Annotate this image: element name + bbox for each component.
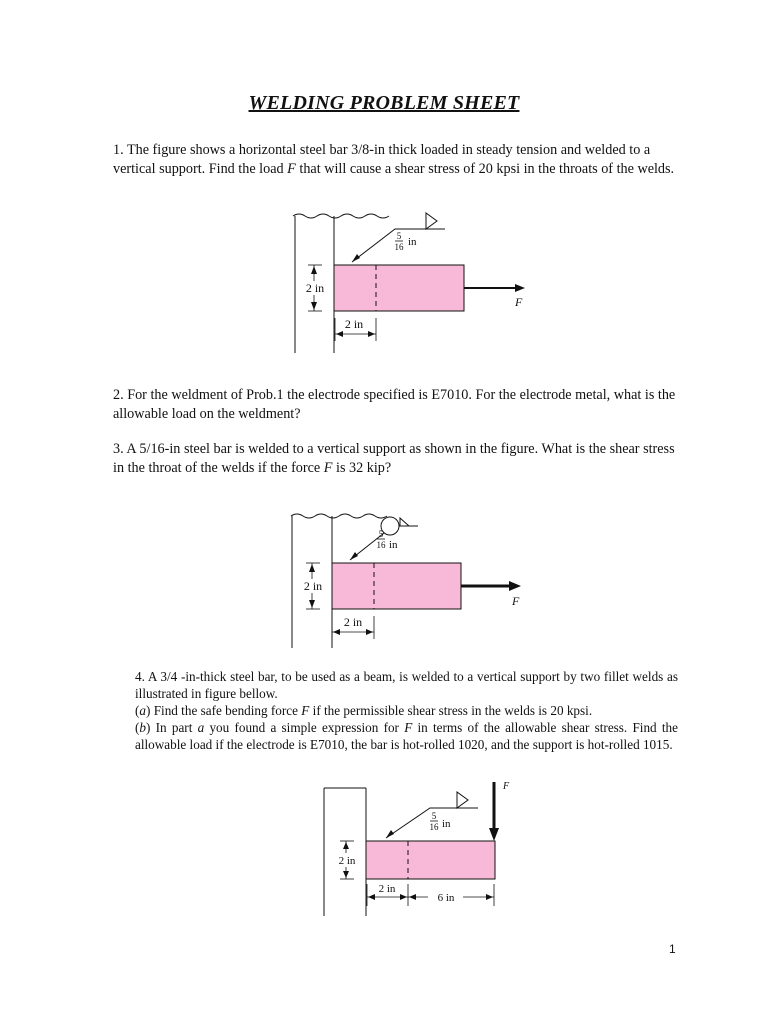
height-arrow-down — [309, 600, 315, 608]
weld-all-around-circle — [381, 517, 399, 535]
arm-arrow-right — [486, 894, 493, 900]
problem-4-part-b: (b) In part a you found a simple expression for F in terms of the allowable shear stress. Find the allowable load if the electrode is E7010, the bar is hot-rolled 1020, and the support is hot-rolled 1015. — [135, 720, 678, 752]
height-arrow-up — [343, 842, 349, 849]
length-arrow-left — [333, 629, 340, 635]
weld-symbol-triangle — [426, 213, 437, 229]
part-a-force-symbol: F — [301, 703, 310, 718]
arm-arrow-left — [409, 894, 416, 900]
height-arrow-down — [343, 871, 349, 878]
problem-1-figure — [285, 208, 535, 358]
part-b-text-1: In part — [150, 720, 198, 735]
weld-size-denominator: 16 — [376, 540, 386, 550]
height-dim-label: 2 in — [305, 281, 325, 295]
problem-4-body: A 3/4 -in-thick steel bar, to be used as a beam, is welded to a vertical support by two fillet welds as illustrated in figure bellow. — [135, 669, 679, 701]
problem-4-figure — [318, 778, 528, 923]
height-arrow-up — [309, 564, 315, 572]
length-arrow-left — [368, 894, 375, 900]
height-arrow-up — [311, 266, 317, 274]
problem-3-number: 3. — [113, 441, 124, 457]
force-arrowhead — [515, 284, 525, 292]
force-label: F — [512, 594, 520, 608]
part-a-text-2: if the permissible shear stress in the welds is 20 kpsi. — [309, 703, 593, 718]
part-b-part-ref: a — [197, 720, 205, 735]
problem-3-text-a: A 5/16-in steel bar is welded to a vertical support as shown in the figure. What is the shear stress in the throat of the welds if the force — [113, 441, 675, 476]
force-label: F — [515, 295, 523, 309]
problem-1-number: 1. — [113, 142, 124, 158]
problem-1-text-a: The figure shows a horizontal steel bar 3/8-in thick loaded in steady tension and welded to a vertical support. Find the load — [113, 142, 651, 177]
page-number: 1 — [669, 942, 676, 956]
problem-4-number: 4. — [135, 669, 145, 684]
length-dim-label: 2 in — [378, 883, 396, 895]
steel-bar — [334, 265, 464, 311]
weld-symbol-triangle — [457, 792, 468, 808]
problem-3-text-b: is 32 kip? — [332, 460, 392, 476]
length-arrow-right — [400, 894, 407, 900]
force-arrowhead — [489, 828, 499, 841]
problem-2-number: 2. — [113, 387, 124, 403]
problem-4-intro — [135, 668, 678, 702]
problem-3-figure — [283, 506, 533, 656]
problem-3-text — [113, 440, 678, 478]
weld-symbol-triangle — [400, 518, 409, 526]
weld-size-denominator: 16 — [394, 242, 404, 252]
part-b-text-3: in terms of the allowable shear stress. Find the allowable load if the electrode is E7010, the bar is hot-rolled 1020, and the support is hot-rolled 1015. — [135, 720, 678, 752]
weld-size-unit: in — [408, 236, 417, 248]
weld-arrowhead — [352, 254, 360, 262]
problem-4-part-a: (a) Find the safe bending force F if the permissible shear stress in the welds is 20 kpsi. — [135, 703, 593, 718]
part-b-label: b — [139, 720, 146, 735]
steel-bar — [332, 563, 461, 609]
problem-1-text-b: that will cause a shear stress of 20 kpsi in the throats of the welds. — [295, 161, 675, 177]
force-arrowhead — [509, 581, 521, 591]
steel-bar — [366, 841, 495, 879]
arm-dim-label: 6 in — [437, 892, 455, 904]
weld-size-numerator: 5 — [396, 231, 402, 241]
problem-2-body: For the weldment of Prob.1 the electrode specified is E7010. For the electrode metal, what is the allowable load on the weldment? — [113, 387, 676, 422]
height-arrow-down — [311, 302, 317, 310]
length-dim-label: 2 in — [344, 317, 364, 331]
length-arrow-right — [366, 629, 373, 635]
length-arrow-left — [336, 331, 343, 337]
length-dim-label: 2 in — [343, 615, 363, 629]
length-arrow-right — [368, 331, 375, 337]
height-dim-label: 2 in — [303, 579, 323, 593]
problem-1-force-symbol: F — [287, 161, 296, 177]
problem-2-text — [113, 386, 678, 424]
problem-3-force-symbol: F — [323, 460, 333, 476]
problem-4-text — [135, 668, 678, 753]
wall-wavy-edge — [291, 514, 387, 518]
part-b-text-2: you found a simple expression for — [204, 720, 405, 735]
weld-size-unit: in — [442, 818, 451, 830]
weld-arrowhead — [386, 830, 394, 838]
weld-size-unit: in — [389, 539, 398, 551]
part-a-text-1: Find the safe bending force — [153, 703, 302, 718]
weld-size-numerator: 5 — [431, 811, 437, 821]
weld-size-numerator: 5 — [378, 529, 384, 539]
force-label: F — [503, 781, 510, 792]
page-title: WELDING PROBLEM SHEET — [248, 92, 520, 114]
weld-arrowhead — [350, 552, 358, 560]
part-b-force-symbol: F — [404, 720, 413, 735]
wall-wavy-edge — [293, 214, 389, 218]
weld-size-denominator: 16 — [429, 822, 439, 832]
height-dim-label: 2 in — [338, 855, 356, 867]
problem-1-text — [113, 141, 678, 179]
part-a-label: a — [139, 703, 146, 718]
